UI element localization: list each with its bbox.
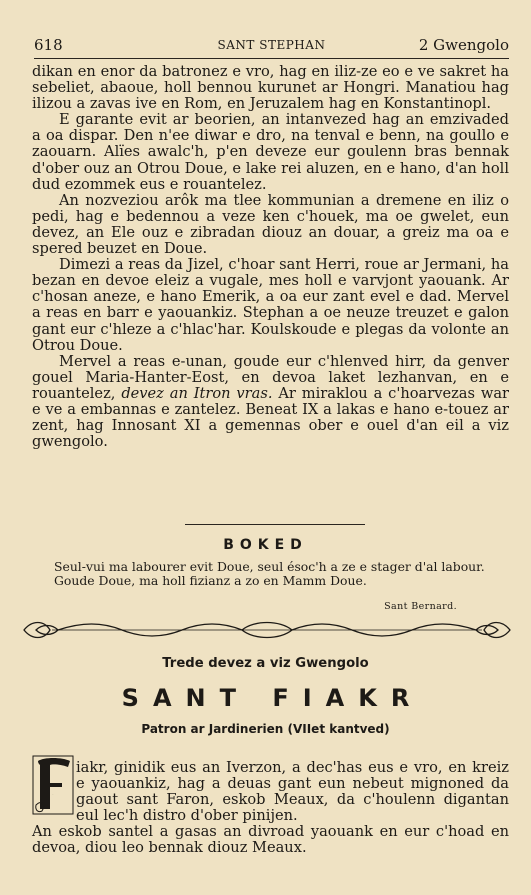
running-title: SANT STEPHAN bbox=[217, 38, 326, 52]
saint-patronage: Patron ar Jardinerien (VIIet kantved) bbox=[141, 722, 390, 736]
running-date: 2 Gwengolo bbox=[418, 36, 509, 54]
story-paragraph: iakr, ginidik eus an Iverzon, a dec'has eus e vro, en kreiz e yaouankiz, hag a deuas gant eun nebeut mignoned da gaout sant Faron, eskob Meaux, da c'houlenn digantan eul lec'h distro d'ober pinijen. bbox=[76, 759, 509, 825]
paragraph: E garante evit ar beorien, an intanvezed hag an emzivaded a oa dispar. Den n'ee diwar e dro, na tenval e benn, na goullo e zaouarn. Alïes awalc'h, p'en deveze eur goulenn bras bennak d'ober ouz an Otrou Doue, e lake rei aluzen, en e hano, d'an holl dud ezommek eus e rouantelez. bbox=[32, 111, 509, 193]
header-rule bbox=[34, 58, 509, 59]
paragraph: An nozveziou arôk ma tlee kommunian a dremene en iliz o pedi, hag e bedennou a veze ken c'houek, ma oe gwelet, eun devez, an Ele ouz e zibradan diouz an douar, a greiz ma oa e spered beuzet en Doue. bbox=[32, 191, 509, 258]
paragraph-text: Ar miraklou a c'hoarvezas war e ve a embannas e zantelez. Beneat IX a lakas e hano e-touez ar zent, hag Innosant XI a gemennas ober e ouel d'an eil a viz gwengolo. bbox=[32, 384, 510, 451]
ornamental-border bbox=[22, 618, 512, 642]
quote-line: Seul-vui ma labourer evit Doue, seul ésoc'h a ze e stager d'al labour. bbox=[54, 559, 485, 574]
ornament-right-loop bbox=[484, 623, 510, 638]
section-divider bbox=[185, 524, 365, 525]
paragraph: Dimezi a reas da Jizel, c'hoar sant Herri, roue ar Jermani, ha bezan en devoe eleiz a vugale, mes holl e varvjont yaouank. Ar c'hosan aneze, e hano Emerik, a oa eur zant evel e dad. Mervel a reas en barr e yaouankiz. Stephan a oe neuze treuzet e galon gant eur c'hleze a c'hlac'har. Koulskoude e plegas da volonte an Otrou Doue. bbox=[32, 256, 509, 354]
saint-name-title: SANT FIAKR bbox=[121, 684, 424, 712]
story-paragraph: An eskob santel a gasas an divroad yaouank en eur c'hoad en devoa, diou leo bennak diouz Meaux. bbox=[32, 823, 509, 857]
quote-line: Goude Doue, ma holl fizianz a zo en Mamm Doue. bbox=[54, 573, 367, 589]
boked-quote bbox=[32, 559, 509, 612]
ornament-left-loop bbox=[24, 623, 50, 638]
day-heading: Trede devez a viz Gwengolo bbox=[162, 656, 369, 671]
quote-signature: Sant Bernard. bbox=[384, 601, 457, 612]
page-header bbox=[34, 36, 509, 54]
main-text bbox=[32, 64, 509, 450]
paragraph bbox=[32, 354, 509, 451]
paragraph-text: Mervel a reas e-unan, goude eur c'hlenved hirr, da genver gouel Maria-Hanter-Eost, en devoa laket lezhanvan, en e rouantelez, bbox=[32, 352, 509, 402]
boked-heading: BOKED bbox=[223, 537, 308, 553]
page-number: 618 bbox=[34, 36, 63, 54]
italic-phrase: devez an Itron vras. bbox=[121, 384, 273, 402]
saint-story bbox=[32, 760, 509, 857]
paragraph: dikan en enor da batronez e vro, hag en iliz-ze eo e ve sakret ha sebeliet, abaoue, holl bennou kurunet ar Hongri. Manatiou hag ilizou a zavas ive en Rom, en Jeruzalem hag en Konstantinopl. bbox=[32, 63, 509, 113]
svg-text:F: F bbox=[52, 795, 54, 796]
